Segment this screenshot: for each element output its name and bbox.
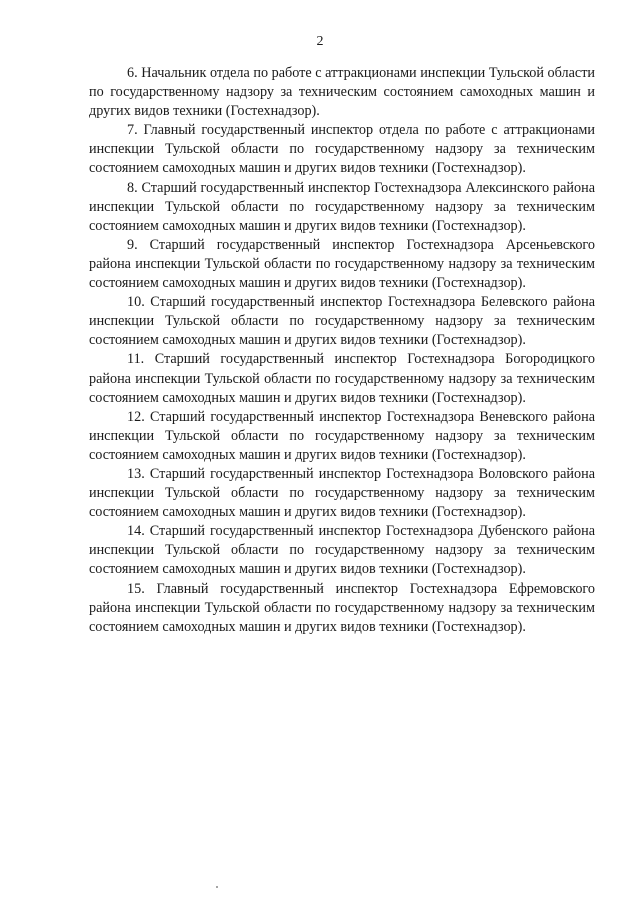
list-item: 15. Главный государственный инспектор Гостехнадзора Ефремовского района инспекции Тульской области по государственному надзору за техническим состоянием самоходных машин и других видов техники (Гостехнадзор). xyxy=(89,580,595,635)
list-item: 13. Старший государственный инспектор Гостехнадзора Воловского района инспекции Тульской области по государственному надзору за техническим состоянием самоходных машин и других видов техники (Гостехнадзор). xyxy=(89,465,595,521)
list-item: 6. Начальник отдела по работе с аттракционами инспекции Тульской области по государственному надзору за техническим состоянием самоходных машин и других видов техники (Гостехнадзор). xyxy=(89,65,595,120)
list-item: 7. Главный государственный инспектор отдела по работе с аттракционами инспекции Тульской области по государственному надзору за техническим состоянием самоходных машин и других видов техники (Гостехнадзор). xyxy=(89,122,595,177)
list-item: 8. Старший государственный инспектор Гостехнадзора Алексинского района инспекции Тульской области по государственному надзору за техническим состоянием самоходных машин и других видов техники (Гостехнадзор). xyxy=(89,179,595,234)
scan-speck xyxy=(216,886,218,888)
list-item: 14. Старший государственный инспектор Гостехнадзора Дубенского района инспекции Тульской области по государственному надзору за техническим состоянием самоходных машин и других видов техники (Гостехнадзор). xyxy=(89,523,595,578)
list-item: 11. Старший государственный инспектор Гостехнадзора Богородицкого района инспекции Тульской области по государственному надзору за техническим состоянием самоходных машин и других видов техники (Гостехнадзор). xyxy=(89,351,595,406)
position-list xyxy=(89,64,595,637)
list-item: 10. Старший государственный инспектор Гостехнадзора Белевского района инспекции Тульской области по государственному надзору за техническим состоянием самоходных машин и других видов техники (Гостехнадзор). xyxy=(89,294,595,349)
list-item: 9. Старший государственный инспектор Гостехнадзора Арсеньевского района инспекции Тульской области по государственному надзору за техническим состоянием самоходных машин и других видов техники (Гостехнадзор). xyxy=(89,236,595,292)
list-item: 12. Старший государственный инспектор Гостехнадзора Веневского района инспекции Тульской области по государственному надзору за техническим состоянием самоходных машин и других видов техники (Гостехнадзор). xyxy=(89,408,595,463)
page-number: 2 xyxy=(316,34,324,49)
